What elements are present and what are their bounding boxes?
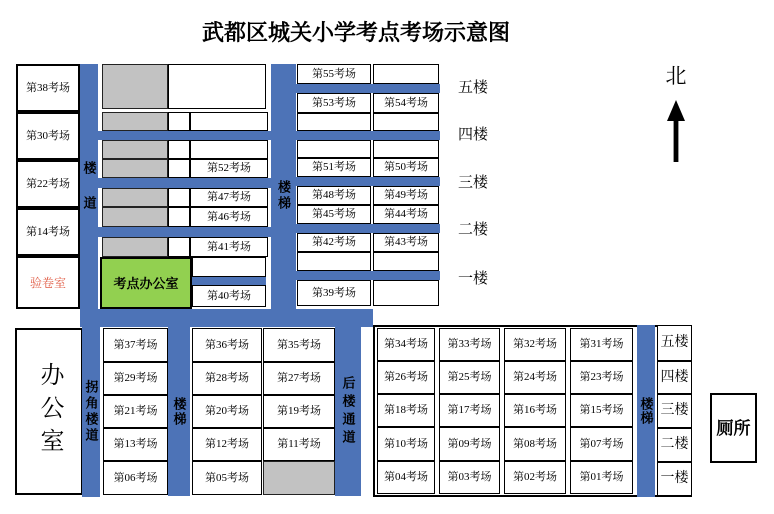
room-27-label: 第27考场 <box>277 372 321 384</box>
room-49-label: 第49考场 <box>384 189 428 201</box>
room-21 <box>103 395 168 428</box>
room-53 <box>297 93 371 113</box>
empty-room <box>373 113 439 131</box>
room-20 <box>192 395 262 428</box>
room-03 <box>439 461 500 494</box>
room-14 <box>16 208 80 256</box>
floor-label-4-upper <box>453 126 493 144</box>
room-52 <box>190 159 268 178</box>
room-18-label: 第18考场 <box>384 404 428 416</box>
room-32-label: 第32考场 <box>513 338 557 350</box>
exam-office-label: 考点办公室 <box>113 275 179 291</box>
room-53-label: 第53考场 <box>312 96 356 109</box>
floor-label-2-upper-label: 二楼 <box>457 221 488 238</box>
room-04-label: 第04考场 <box>384 471 428 483</box>
room-31 <box>570 328 633 361</box>
room-24-label: 第24考场 <box>513 371 557 383</box>
room-23 <box>570 361 633 394</box>
room-06 <box>103 461 168 495</box>
room-47 <box>190 188 268 207</box>
room-41-label: 第41考场 <box>207 240 251 253</box>
room-01-label: 第01考场 <box>579 471 624 483</box>
corridor-strip <box>192 277 266 285</box>
floor-box-1-lower-label: 一楼 <box>660 471 689 486</box>
room-54 <box>373 93 439 113</box>
room-02-label: 第02考场 <box>513 471 557 483</box>
room-34-label: 第34考场 <box>384 338 428 350</box>
floor-box-5-lower-label: 五楼 <box>660 335 689 350</box>
floor-label-1-upper <box>453 270 493 288</box>
gray-block <box>102 140 168 159</box>
floor-box-3-lower <box>657 394 692 428</box>
floor-label-2-upper <box>453 221 493 239</box>
room-17 <box>439 394 500 427</box>
room-12 <box>192 428 262 461</box>
floor-label-5-upper-label: 五楼 <box>457 79 488 96</box>
room-28-label: 第28考场 <box>205 372 249 384</box>
room-37-label: 第37考场 <box>113 338 158 351</box>
corridor-strip <box>98 131 271 140</box>
room-09-label: 第09考场 <box>447 437 492 450</box>
room-48-label: 第48考场 <box>312 189 356 201</box>
room-15 <box>570 394 633 427</box>
room-50-label: 第50考场 <box>384 161 428 173</box>
room-18 <box>377 394 435 427</box>
north-arrow-icon <box>664 100 688 162</box>
empty-room <box>168 207 190 227</box>
gray-block <box>102 64 168 109</box>
empty-room <box>168 64 266 109</box>
room-38-label: 第38考场 <box>26 81 70 94</box>
empty-room <box>297 113 371 131</box>
gray-block <box>102 188 168 207</box>
room-06-label: 第06考场 <box>113 471 158 484</box>
room-08-label: 第08考场 <box>513 437 557 450</box>
room-40-label: 第40考场 <box>207 289 251 302</box>
room-12-label: 第12考场 <box>205 438 249 450</box>
floor-box-4-lower-label: 四楼 <box>660 369 689 385</box>
room-14-label: 第14考场 <box>26 225 70 238</box>
room-30-label: 第30考场 <box>26 129 70 142</box>
corridor-rear-label: 后楼通道 <box>340 375 356 448</box>
room-22 <box>16 160 80 208</box>
room-54-label: 第54考场 <box>384 96 428 109</box>
empty-room <box>168 237 190 257</box>
empty-room <box>297 140 371 158</box>
room-55 <box>297 64 371 84</box>
room-10-label: 第10考场 <box>384 437 428 450</box>
room-paper-check <box>16 256 80 309</box>
room-39-label: 第39考场 <box>312 286 356 299</box>
room-32 <box>504 328 566 361</box>
room-07-label: 第07考场 <box>579 437 624 450</box>
gray-block <box>102 159 168 178</box>
empty-room <box>168 159 190 178</box>
room-07 <box>570 427 633 461</box>
corridor-band <box>82 309 373 327</box>
corridor-strip <box>296 131 440 140</box>
floor-box-2-lower-label: 二楼 <box>660 437 689 452</box>
room-37 <box>103 328 168 362</box>
empty-room <box>373 64 439 84</box>
room-paper-check-label: 验卷室 <box>29 275 66 290</box>
floor-label-1-upper-label: 一楼 <box>457 270 488 287</box>
room-19-label: 第19考场 <box>277 405 321 417</box>
stairs-lower-right <box>637 325 655 497</box>
empty-room <box>168 188 190 207</box>
room-44-label: 第44考场 <box>384 208 428 220</box>
gray-block <box>102 237 168 257</box>
room-05-label: 第05考场 <box>205 471 249 484</box>
toilet <box>710 393 757 463</box>
floor-box-2-lower <box>657 428 692 462</box>
room-11 <box>263 428 335 461</box>
room-40 <box>192 285 266 307</box>
room-46 <box>190 207 268 227</box>
room-23-label: 第23考场 <box>579 371 624 383</box>
room-26-label: 第26考场 <box>384 371 428 383</box>
room-16-label: 第16考场 <box>513 404 557 416</box>
floor-label-5-upper <box>453 79 493 97</box>
room-51-label: 第51考场 <box>312 161 356 173</box>
room-27 <box>263 362 335 395</box>
empty-room <box>297 252 371 271</box>
room-25 <box>439 361 500 394</box>
corridor-strip <box>296 84 440 93</box>
room-13 <box>103 428 168 461</box>
room-38 <box>16 64 80 112</box>
room-34 <box>377 328 435 361</box>
room-22-label: 第22考场 <box>26 177 70 190</box>
room-10 <box>377 427 435 461</box>
gray-block <box>102 207 168 227</box>
stairs-upper <box>271 64 296 327</box>
floor-box-5-lower <box>657 325 692 361</box>
room-43 <box>373 233 439 252</box>
room-03-label: 第03考场 <box>447 471 492 483</box>
room-49 <box>373 186 439 205</box>
room-50 <box>373 158 439 177</box>
floor-label-3-upper-label: 三楼 <box>457 174 488 191</box>
floor-label-3-upper <box>453 174 493 192</box>
room-36-label: 第36考场 <box>205 338 249 351</box>
empty-room <box>168 140 190 159</box>
corridor-strip <box>296 177 440 186</box>
room-11-label: 第11考场 <box>277 438 321 450</box>
empty-room <box>373 252 439 271</box>
room-05 <box>192 461 262 495</box>
toilet-label: 厕所 <box>716 418 751 438</box>
room-21-label: 第21考场 <box>113 405 158 417</box>
stairs-lower-left-label: 楼梯 <box>171 396 187 427</box>
room-55-label: 第55考场 <box>312 67 356 80</box>
empty-room <box>373 140 439 158</box>
gray-block <box>263 461 335 495</box>
room-25-label: 第25考场 <box>447 371 492 383</box>
room-16 <box>504 394 566 427</box>
room-20-label: 第20考场 <box>205 405 249 417</box>
room-44 <box>373 205 439 224</box>
room-42-label: 第42考场 <box>312 236 356 248</box>
room-33 <box>439 328 500 361</box>
office-main <box>15 328 83 495</box>
room-19 <box>263 395 335 428</box>
room-33-label: 第33考场 <box>447 338 492 350</box>
room-09 <box>439 427 500 461</box>
room-29-label: 第29考场 <box>113 372 158 384</box>
room-17-label: 第17考场 <box>447 404 492 416</box>
room-42 <box>297 233 371 252</box>
exam-office <box>100 257 192 309</box>
room-04 <box>377 461 435 494</box>
room-01 <box>570 461 633 494</box>
empty-room <box>373 280 439 306</box>
corridor-loudao-upper-label: 楼道 <box>81 160 97 231</box>
stairs-lower-right-label: 楼梯 <box>638 397 654 425</box>
room-28 <box>192 362 262 395</box>
room-35-label: 第35考场 <box>277 338 321 351</box>
room-02 <box>504 461 566 494</box>
empty-room <box>190 140 268 159</box>
floor-label-4-upper-label: 四楼 <box>457 126 488 143</box>
gray-block <box>102 112 168 131</box>
room-46-label: 第46考场 <box>207 210 251 223</box>
floor-box-3-lower-label: 三楼 <box>660 403 689 418</box>
room-24 <box>504 361 566 394</box>
floor-box-4-lower <box>657 361 692 394</box>
corridor-loudao-upper <box>80 64 98 327</box>
room-48 <box>297 186 371 205</box>
room-29 <box>103 362 168 395</box>
room-35 <box>263 328 335 362</box>
room-47-label: 第47考场 <box>207 191 251 203</box>
floor-box-1-lower <box>657 462 692 496</box>
room-52-label: 第52考场 <box>207 162 251 174</box>
room-30 <box>16 112 80 160</box>
office-main-label: 办公室 <box>36 362 62 461</box>
room-36 <box>192 328 262 362</box>
room-39 <box>297 280 371 306</box>
room-43-label: 第43考场 <box>384 236 428 248</box>
room-45-label: 第45考场 <box>312 208 356 220</box>
corridor-rear <box>335 327 361 496</box>
corridor-corner <box>82 327 100 497</box>
empty-room <box>192 257 266 277</box>
corridor-strip <box>98 178 271 188</box>
room-31-label: 第31考场 <box>579 338 624 350</box>
room-41 <box>190 237 268 257</box>
corridor-strip <box>296 271 440 280</box>
room-15-label: 第15考场 <box>579 404 624 416</box>
room-26 <box>377 361 435 394</box>
corridor-corner-label: 拐角楼道 <box>83 380 99 444</box>
north-label: 北 <box>665 64 687 88</box>
corridor-strip <box>98 227 271 237</box>
room-51 <box>297 158 371 177</box>
room-45 <box>297 205 371 224</box>
stairs-upper-label: 楼梯 <box>276 179 291 212</box>
north-indicator <box>656 60 696 162</box>
corridor-strip <box>296 224 440 233</box>
room-08 <box>504 427 566 461</box>
empty-room <box>168 112 190 131</box>
empty-room <box>190 112 268 131</box>
room-13-label: 第13考场 <box>113 438 158 450</box>
stairs-lower-left <box>168 327 190 496</box>
diagram-title: 武都区城关小学考点考场示意图 <box>201 20 511 45</box>
